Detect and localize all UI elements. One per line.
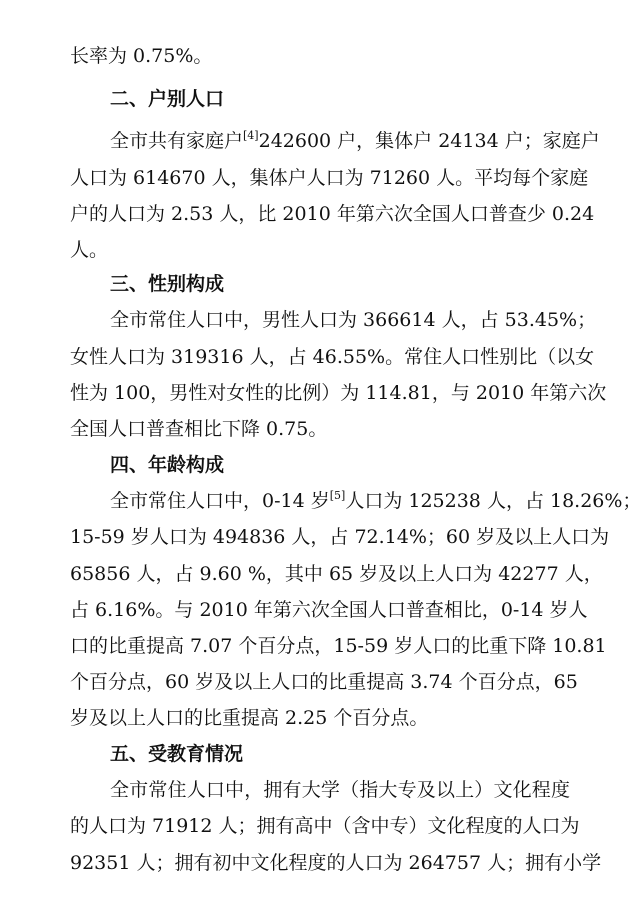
section-heading-household: 二、户别人口 xyxy=(110,88,225,110)
section-heading-gender: 三、性别构成 xyxy=(110,273,225,295)
text: 242600 户，集体户 24134 户；家庭户 xyxy=(258,130,600,152)
section-heading-age: 四、年龄构成 xyxy=(110,454,225,476)
paragraph-line: 口的比重提高 7.07 个百分点，15-59 岁人口的比重下降 10.81 xyxy=(70,635,607,657)
paragraph-line: 全市常住人口中，拥有大学（指大专及以上）文化程度 xyxy=(110,779,570,801)
paragraph-line: 15-59 岁人口为 494836 人，占 72.14%；60 岁及以上人口为 xyxy=(70,526,610,548)
text: 长率为 0.75%。 xyxy=(70,45,213,67)
paragraph-line: 全国人口普查相比下降 0.75。 xyxy=(70,418,328,440)
text: 全市常住人口中，0-14 岁 xyxy=(110,490,330,512)
footnote-ref: [4] xyxy=(243,129,259,142)
paragraph-line xyxy=(110,487,641,515)
text: 全市共有家庭户 xyxy=(110,130,244,152)
paragraph-line: 户的人口为 2.53 人，比 2010 年第六次全国人口普查少 0.24 xyxy=(70,203,595,225)
paragraph-line xyxy=(70,42,570,70)
text: 人口为 125238 人，占 18.26%； xyxy=(345,490,641,512)
paragraph-line: 65856 人，占 9.60 %，其中 65 岁及以上人口为 42277 人， xyxy=(70,563,603,585)
paragraph-line: 人口为 614670 人，集体户人口为 71260 人。平均每个家庭 xyxy=(70,167,589,189)
footnote-ref: [5] xyxy=(329,489,346,502)
paragraph-line: 全市常住人口中，男性人口为 366614 人，占 53.45%； xyxy=(110,309,597,331)
paragraph-line xyxy=(110,127,600,155)
paragraph-line: 个百分点，60 岁及以上人口的比重提高 3.74 个百分点，65 xyxy=(70,671,578,693)
paragraph-line: 的人口为 71912 人；拥有高中（含中专）文化程度的人口为 xyxy=(70,815,580,837)
paragraph-line: 女性人口为 319316 人，占 46.55%。常住人口性别比（以女 xyxy=(70,346,595,368)
paragraph-line: 占 6.16%。与 2010 年第六次全国人口普查相比，0-14 岁人 xyxy=(70,599,588,621)
section-heading-education: 五、受教育情况 xyxy=(110,743,244,765)
paragraph-line: 岁及以上人口的比重提高 2.25 个百分点。 xyxy=(70,707,429,729)
paragraph-line: 92351 人；拥有初中文化程度的人口为 264757 人；拥有小学 xyxy=(70,852,602,874)
paragraph-line: 性为 100，男性对女性的比例）为 114.81，与 2010 年第六次 xyxy=(70,382,607,404)
paragraph-line: 人。 xyxy=(70,239,109,261)
